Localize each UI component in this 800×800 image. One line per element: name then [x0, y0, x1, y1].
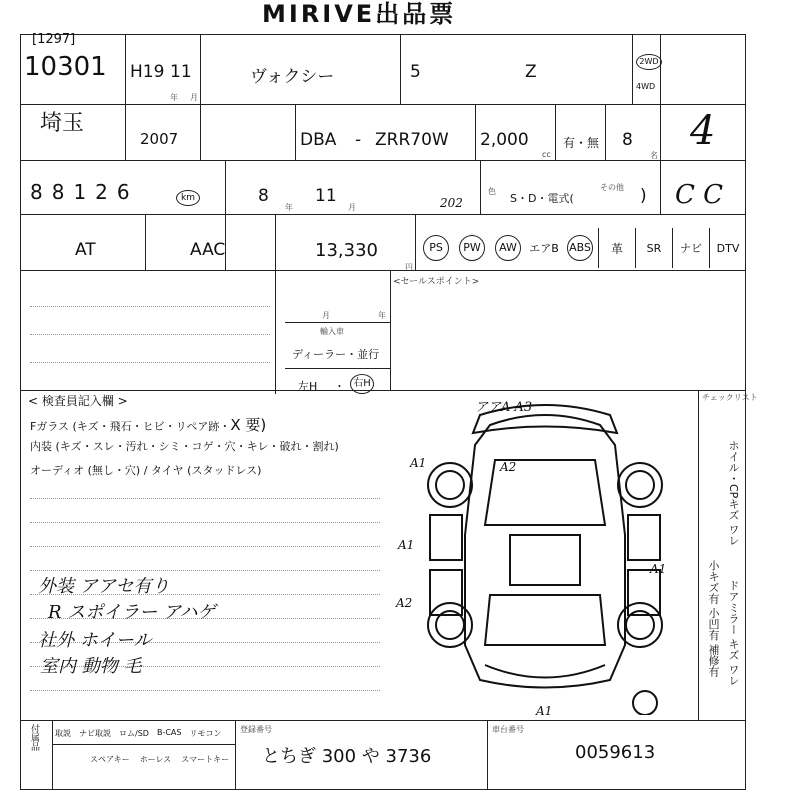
aircon: AAC	[190, 240, 226, 260]
mark-left-front: A1	[410, 456, 427, 470]
color-options: S・D・電式(	[510, 192, 574, 205]
reg-era: H19	[130, 62, 165, 82]
mileage: 88126	[30, 180, 139, 204]
equip-ps: PS	[418, 228, 454, 268]
sp-day: 年	[378, 311, 386, 320]
equip-pw: PW	[454, 228, 490, 268]
acc-navi-manual: ナビ取説	[79, 729, 111, 738]
car-doors: 5	[410, 62, 421, 82]
mark-right-door: A1	[650, 562, 667, 576]
mark-rear: A1	[536, 704, 553, 718]
drive-4wd: 4WD	[636, 82, 656, 91]
acc-rom: ロム/SD	[119, 729, 149, 738]
acc-manual: 取説	[55, 729, 71, 738]
equip-airbag: エアB	[529, 242, 559, 255]
acc-smart-key: スマートキー	[181, 755, 230, 764]
model-type: ZRR70W	[375, 130, 449, 150]
equipment-row	[418, 228, 746, 268]
model-dash: -	[355, 130, 362, 150]
mark-left-rear: A2	[396, 596, 413, 610]
acc-spare-key: スペアキー	[90, 755, 130, 764]
inspection-month-label: 月	[348, 203, 356, 212]
side-vertical-2: ドアミラー キズ ワレ	[727, 580, 740, 686]
glass-mark: X 要)	[230, 416, 267, 434]
sales-point-label: <セールスポイント>	[393, 277, 480, 287]
inspection-year-label: 年	[285, 203, 293, 212]
sp-month: 月	[322, 311, 330, 320]
color-other: その他	[600, 183, 624, 192]
plate-number: とちぎ 300 や 3736	[262, 746, 432, 767]
handle-left: 左H	[298, 380, 318, 393]
drive-2wd: 2WD	[636, 54, 662, 70]
seats: 8	[622, 130, 633, 150]
mileage-unit: km	[176, 190, 200, 206]
reg-month-label: 月	[190, 93, 198, 102]
accessory-side-label: 付属品	[29, 724, 39, 751]
plate-label: 登録番号	[240, 725, 272, 734]
import-label: 輸入車	[320, 327, 344, 336]
mark-top: アアA A3	[475, 400, 533, 415]
acc-keyless: ホーレス	[139, 755, 172, 764]
dealer-option: ディーラー・並行	[292, 348, 380, 361]
grade-handwritten: C C	[675, 180, 724, 210]
audio-row: オーディオ (無し・穴) / タイヤ (スタッドレス)	[30, 464, 262, 477]
glass-label: Fガラス (キズ・飛石・ヒビ・リペア跡・	[30, 420, 231, 433]
acc-remote: リモコン	[189, 729, 222, 738]
reg-year-label: 年	[170, 93, 178, 102]
equip-sunroof: SR	[635, 228, 672, 268]
car-diagram	[395, 395, 695, 715]
lot-small-number: [1297]	[32, 32, 76, 47]
model-year: 2007	[140, 130, 179, 148]
equip-navi: ナビ	[672, 228, 709, 268]
interior-row: 内装 (キズ・スレ・汚れ・シミ・コゲ・穴・キレ・破れ・割れ)	[30, 440, 339, 453]
inspection-month: 11	[315, 186, 337, 206]
note-1: 外装 アアセ有り	[38, 576, 170, 597]
color-close: )	[640, 186, 647, 206]
model-prefix: DBA	[300, 130, 337, 150]
mark-front-center: A2	[500, 460, 517, 474]
note-3: 社外 ホイール	[38, 630, 152, 651]
note-2: R スポイラー アハゲ	[48, 602, 216, 623]
side-vertical-3: 小キズ有 小凹有 補修有	[707, 560, 720, 677]
color-code: 202	[440, 196, 463, 210]
car-grade: Z	[525, 62, 537, 82]
aircon-flag: 有・無	[563, 136, 600, 150]
color-label: 色	[488, 187, 496, 196]
lot-number: 10301	[24, 52, 107, 82]
recycle-unit: 円	[405, 263, 413, 272]
chassis-label: 車台番号	[492, 725, 524, 734]
car-name: ヴォクシー	[250, 67, 335, 87]
chassis-number: 0059613	[575, 742, 656, 763]
acc-bcas: B-CAS	[156, 728, 182, 737]
handle-right: 右H	[350, 374, 374, 394]
equip-leather: 革	[598, 228, 635, 268]
note-4: 室内 動物 毛	[40, 656, 142, 677]
mission: AT	[75, 240, 96, 260]
accessory-row-1	[55, 728, 221, 739]
recycle-amount: 13,330	[315, 240, 378, 261]
side-vertical-1: ホイル・CPキズ ワレ	[727, 440, 740, 546]
form-title: MIRIVE出品票	[262, 0, 457, 28]
prefecture: 埼玉	[40, 111, 85, 136]
engine-cc: 2,000	[480, 130, 529, 150]
seats-unit: 名	[650, 151, 658, 160]
mark-left-door: A1	[398, 538, 415, 552]
equip-dtv: DTV	[709, 228, 746, 268]
inspection-year: 8	[258, 186, 269, 206]
equip-abs: ABS	[562, 228, 598, 268]
checklist-label: チェックリスト	[702, 393, 758, 402]
glass-row	[30, 414, 266, 435]
handle-sep: ・	[334, 380, 345, 393]
equip-aw: AW	[490, 228, 526, 268]
score-handwritten: 4	[690, 108, 716, 154]
cc-unit: cc	[542, 150, 551, 159]
inspector-label: < 検査員記入欄 >	[28, 394, 128, 408]
reg-month: 11	[170, 62, 192, 82]
accessory-row-2	[90, 754, 229, 765]
